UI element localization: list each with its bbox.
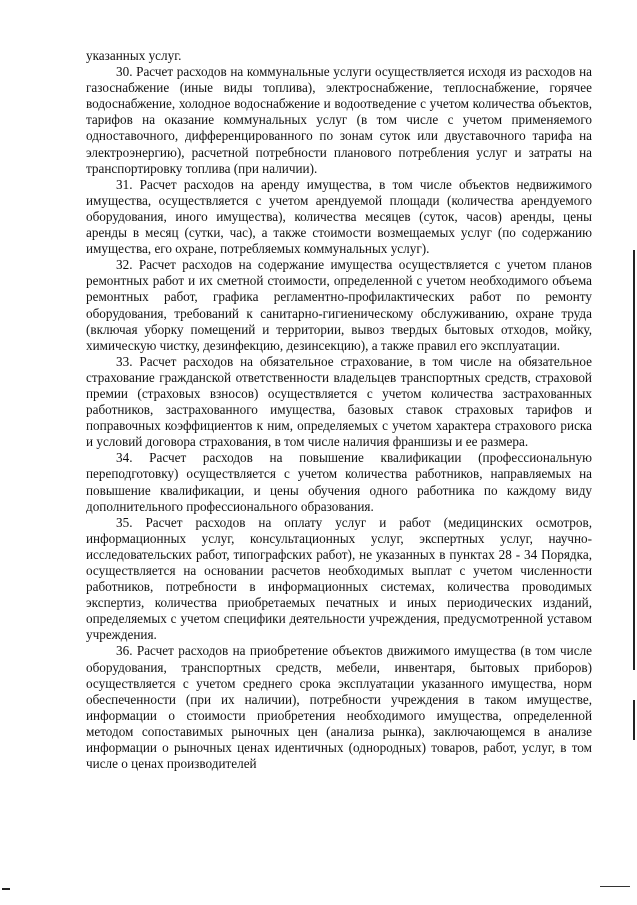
scan-edge-mark (627, 0, 637, 905)
document-body (86, 48, 592, 772)
scan-artifact-left (2, 888, 10, 890)
paragraph-30: 30. Расчет расходов на коммунальные услуги осуществляется исходя из расходов на газоснабжение (иные виды топлива), электроснабжение, теплоснабжение, горячее водоснабжение, холодное водоснабжение и водоотведение с учетом количества объектов, тарифов на оказание коммунальных услуг (в том числе с учетом применяемого одноставочного, дифференцированного по зонам суток или двуставочного тарифа на электроэнергию), расчетной потребности планового потребления услуг и затраты на транспортировку топлива (при наличии). (86, 64, 592, 176)
paragraph-33: 33. Расчет расходов на обязательное страхование, в том числе на обязательное страхование гражданской ответственности владельцев транспортных средств, страховой премии (страховых взносов) осуществляется с учетом количества застрахованных работников, застрахованного имущества, базовых ставок страховых тарифов и поправочных коэффициентов к ним, определяемых с учетом характера страхового риска и условий договора страхования, в том числе наличия франшизы и ее размера. (86, 353, 592, 450)
paragraph-35: 35. Расчет расходов на оплату услуг и работ (медицинских осмотров, информационных услуг, консультационных услуг, экспертных услуг, научно-исследовательских работ, типографских работ), не указанных в пунктах 28 - 34 Порядка, осуществляется на основании расчетов необходимых выплат с учетом численности работников, потребности в информационных системах, количества проводимых экспертиз, количества приобретаемых печатных и иных периодических изданий, определяемых с учетом специфики деятельности учреждения, предусмотренной уставом учреждения. (86, 514, 592, 643)
scan-artifact-bottom (600, 886, 630, 887)
paragraph-36: 36. Расчет расходов на приобретение объектов движимого имущества (в том числе оборудования, транспортных средств, мебели, инвентаря, бытовых приборов) осуществляется с учетом среднего срока эксплуатации указанного имущества, норм обеспеченности (при их наличии), потребности учреждения в таком имуществе, информации о стоимости приобретения необходимого имущества, определенной методом сопоставимых рыночных цен (анализа рынка), заключающемся в анализе информации о рыночных ценах идентичных (однородных) товаров, работ, услуг, в том числе о ценах производителей (86, 643, 592, 772)
paragraph-34: 34. Расчет расходов на повышение квалификации (профессиональную переподготовку) осуществляется с учетом количества работников, направляемых на повышение квалификации, и цены обучения одного работника по каждому виду дополнительного профессионального образования. (86, 450, 592, 514)
paragraph-continuation: указанных услуг. (86, 48, 182, 63)
paragraph-31: 31. Расчет расходов на аренду имущества, в том числе объектов недвижимого имущества, осуществляется с учетом арендуемой площади (количества арендуемого оборудования, иного имущества), количества месяцев (суток, часов) аренды, цены аренды в месяц (сутки, час), а также стоимости возмещаемых услуг (по содержанию имущества, его охране, потребляемых коммунальных услуг). (86, 176, 592, 257)
paragraph-32: 32. Расчет расходов на содержание имущества осуществляется с учетом планов ремонтных работ и их сметной стоимости, определенной с учетом необходимого объема ремонтных работ, графика регламентно-профилактических работ по ремонту оборудования, требований к санитарно-гигиеническому обслуживанию, охране труда (включая уборку помещений и территории, вывоз твердых бытовых отходов, мойку, химическую чистку, дезинфекцию, дезинсекцию), а также правил его эксплуатации. (86, 257, 592, 353)
